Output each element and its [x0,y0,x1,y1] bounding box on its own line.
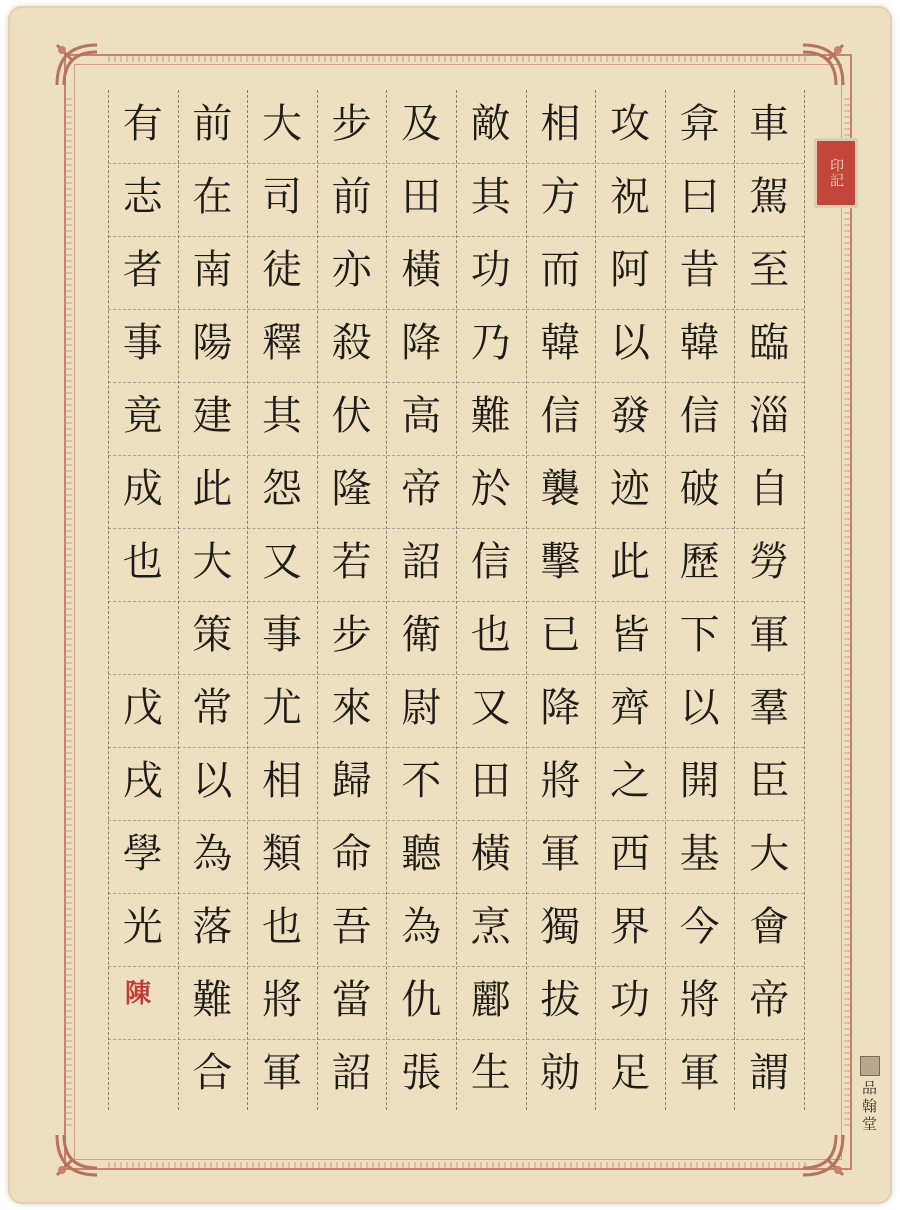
character-cell: 界 [609,904,650,950]
row-divider [108,674,804,675]
text-column [734,90,804,1110]
character-cell: 而 [540,247,581,293]
character-cell: 軍 [679,1050,720,1096]
character-cell: 也 [261,904,302,950]
character-cell: 在 [192,174,233,220]
artist-seal: 陳 [124,978,151,1009]
character-cell: 其 [470,174,511,220]
character-cell: 臨 [749,320,790,366]
character-cell: 竟 [122,393,163,439]
character-cell: 衛 [401,612,442,658]
character-cell: 若 [331,539,372,585]
character-cell: 怨 [261,466,302,512]
character-cell: 韓 [540,320,581,366]
character-cell: 有 [122,101,163,147]
text-column [247,90,317,1110]
character-cell: 建 [192,393,233,439]
character-cell: 以 [679,685,720,731]
character-cell: 生 [470,1050,511,1096]
character-cell: 學 [122,831,163,877]
character-cell: 軍 [749,612,790,658]
character-cell: 司 [261,174,302,220]
character-cell: 軍 [261,1050,302,1096]
character-cell: 阿 [609,247,650,293]
corner-ornament-icon [52,40,102,90]
text-column [108,90,178,1110]
character-cell: 敵 [470,101,511,147]
character-cell: 南 [192,247,233,293]
character-cell: 大 [749,831,790,877]
brand-label: 品翰堂 [860,1080,878,1134]
row-divider [108,1039,804,1040]
character-cell: 也 [122,539,163,585]
corner-ornament-icon [52,1130,102,1180]
character-cell: 歷 [679,539,720,585]
character-cell: 伏 [331,393,372,439]
character-cell: 高 [401,393,442,439]
text-column [386,90,456,1110]
bottom-border-band [108,1162,808,1168]
character-cell: 酈 [470,977,511,1023]
character-cell: 類 [261,831,302,877]
character-cell: 車 [749,101,790,147]
character-cell: 西 [609,831,650,877]
character-cell: 難 [470,393,511,439]
character-cell: 事 [122,320,163,366]
character-cell: 難 [192,977,233,1023]
character-cell: 羣 [749,685,790,731]
character-cell: 勞 [749,539,790,585]
character-cell: 及 [401,101,442,147]
character-cell: 前 [192,101,233,147]
character-cell: 開 [679,758,720,804]
character-cell: 獨 [540,904,581,950]
character-cell: 襲 [540,466,581,512]
character-cell: 會 [749,904,790,950]
character-cell: 步 [331,101,372,147]
character-cell: 信 [470,539,511,585]
character-cell: 此 [609,539,650,585]
character-cell: 已 [540,612,581,658]
character-cell: 乃 [470,320,511,366]
character-cell: 降 [401,320,442,366]
character-cell: 昔 [679,247,720,293]
character-cell: 下 [679,612,720,658]
character-cell: 戊 [122,685,163,731]
character-cell: 帝 [401,466,442,512]
character-cell: 事 [261,612,302,658]
character-cell: 者 [122,247,163,293]
character-cell: 成 [122,466,163,512]
character-cell: 將 [261,977,302,1023]
character-cell: 釋 [261,320,302,366]
character-cell: 當 [331,977,372,1023]
character-cell: 殺 [331,320,372,366]
character-cell: 橫 [470,831,511,877]
left-border-band [66,96,72,1126]
top-seal-text: 印記 [828,158,844,188]
row-divider [108,163,804,164]
character-cell: 又 [470,685,511,731]
character-cell: 又 [261,539,302,585]
character-cell: 之 [609,758,650,804]
column-divider [804,90,805,1110]
character-cell: 破 [679,466,720,512]
corner-ornament-icon [798,40,848,90]
character-cell: 以 [192,758,233,804]
row-divider [108,966,804,967]
character-cell: 歸 [331,758,372,804]
character-cell: 足 [609,1050,650,1096]
character-cell: 大 [261,101,302,147]
character-cell: 田 [470,758,511,804]
character-cell: 此 [192,466,233,512]
corner-ornament-icon [798,1130,848,1180]
character-cell: 方 [540,174,581,220]
character-cell: 詔 [331,1050,372,1096]
character-cell: 尤 [261,685,302,731]
character-cell: 攻 [609,101,650,147]
character-cell: 臣 [749,758,790,804]
character-cell: 相 [261,758,302,804]
character-cell: 淄 [749,393,790,439]
top-seal [814,138,858,208]
paper-sheet [8,6,892,1204]
character-cell: 不 [401,758,442,804]
character-cell: 謂 [749,1050,790,1096]
character-cell: 亦 [331,247,372,293]
row-divider [108,747,804,748]
character-cell: 至 [749,247,790,293]
character-cell: 光 [122,904,163,950]
character-cell: 常 [192,685,233,731]
character-cell: 田 [401,174,442,220]
text-column [178,90,248,1110]
character-cell: 橫 [401,247,442,293]
character-cell: 駕 [749,174,790,220]
character-cell: 勍 [540,1050,581,1096]
character-cell [108,1039,178,1107]
character-cell: 大 [192,539,233,585]
character-cell: 於 [470,466,511,512]
character-cell: 拔 [540,977,581,1023]
row-divider [108,236,804,237]
row-divider [108,455,804,456]
character-cell: 步 [331,612,372,658]
character-cell: 迹 [609,466,650,512]
character-cell: 曰 [679,174,720,220]
character-cell: 策 [192,612,233,658]
row-divider [108,382,804,383]
text-column [317,90,387,1110]
character-cell: 落 [192,904,233,950]
character-cell: 張 [401,1050,442,1096]
character-cell: 陽 [192,320,233,366]
character-cell: 隆 [331,466,372,512]
character-cell: 為 [401,904,442,950]
character-cell: 仇 [401,977,442,1023]
calligraphy-grid [108,90,804,1110]
character-cell: 基 [679,831,720,877]
character-cell [108,601,178,669]
character-cell: 軍 [540,831,581,877]
character-cell: 詔 [401,539,442,585]
top-border-band [108,56,808,62]
character-cell: 韓 [679,320,720,366]
character-cell: 皆 [609,612,650,658]
character-cell: 尉 [401,685,442,731]
character-cell: 吾 [331,904,372,950]
text-column [665,90,735,1110]
character-cell: 擊 [540,539,581,585]
character-cell: 功 [470,247,511,293]
right-border-band [844,96,850,1126]
row-divider [108,820,804,821]
brand-seal-icon [860,1056,880,1076]
character-cell: 命 [331,831,372,877]
row-divider [108,309,804,310]
character-cell: 聽 [401,831,442,877]
character-cell: 祝 [609,174,650,220]
row-divider [108,601,804,602]
row-divider [108,893,804,894]
character-cell: 將 [540,758,581,804]
character-cell: 今 [679,904,720,950]
character-cell: 前 [331,174,372,220]
character-cell: 戌 [122,758,163,804]
character-cell: 相 [540,101,581,147]
character-cell: 齊 [609,685,650,731]
text-column [526,90,596,1110]
character-cell: 徒 [261,247,302,293]
character-cell: 自 [749,466,790,512]
character-cell: 將 [679,977,720,1023]
character-cell: 來 [331,685,372,731]
character-cell: 功 [609,977,650,1023]
character-cell: 烹 [470,904,511,950]
character-cell: 信 [679,393,720,439]
character-cell: 降 [540,685,581,731]
character-cell: 帝 [749,977,790,1023]
character-cell: 為 [192,831,233,877]
character-cell: 合 [192,1050,233,1096]
character-cell: 發 [609,393,650,439]
character-cell: 弇 [679,101,720,147]
character-cell: 信 [540,393,581,439]
character-cell: 以 [609,320,650,366]
character-cell: 也 [470,612,511,658]
text-column [456,90,526,1110]
character-cell: 其 [261,393,302,439]
row-divider [108,528,804,529]
text-column [595,90,665,1110]
character-cell: 志 [122,174,163,220]
